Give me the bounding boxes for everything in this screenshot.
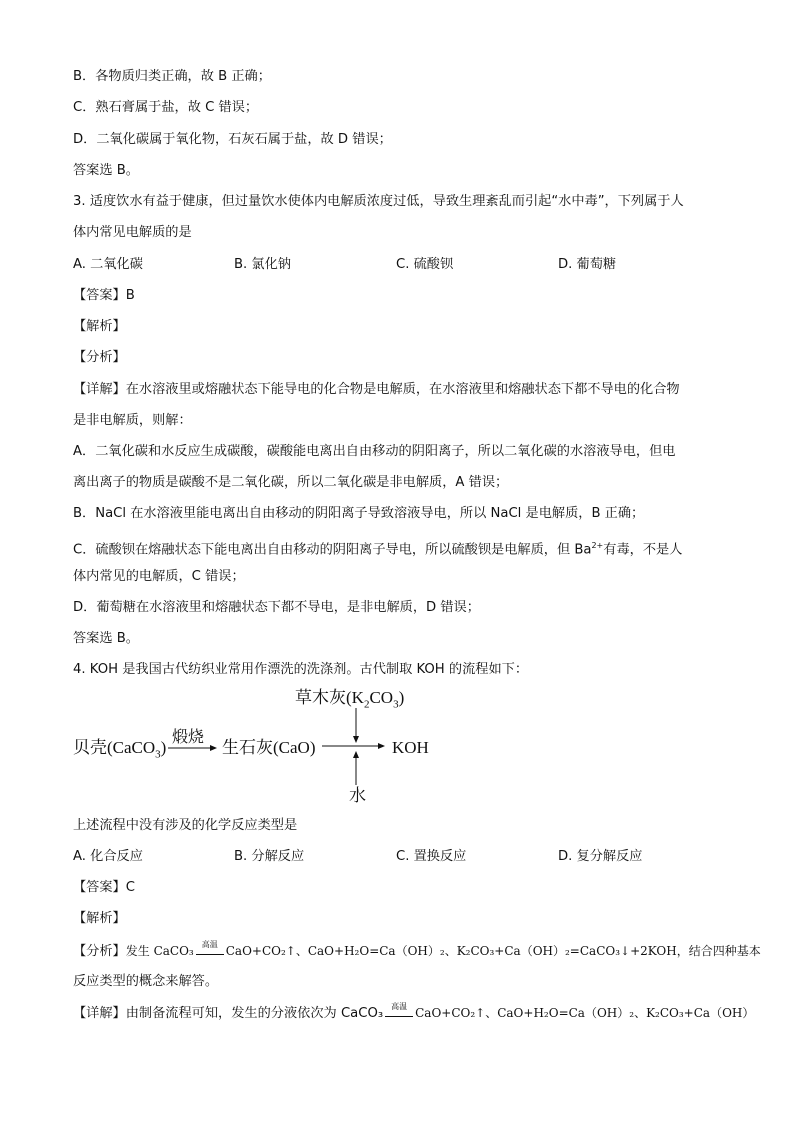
q4-answer: 【答案】C bbox=[73, 880, 135, 895]
koh-label: KOH bbox=[392, 738, 429, 757]
q4-option-d: D. 复分解反应 bbox=[558, 849, 643, 864]
q3-detail: 是非电解质，则解： bbox=[73, 413, 192, 428]
quicklime-label: 生石灰(CaO) bbox=[222, 738, 316, 757]
calcine-label: 煅烧 bbox=[172, 729, 205, 746]
question-3-stem: 3. 适度饮水有益于健康，但过量饮水使体内电解质浓度过低，导致生理紊乱而引起“水中毒”，下列属于人 bbox=[73, 194, 684, 209]
q3-option-a: A. 二氧化碳 bbox=[73, 257, 143, 272]
q3-analysis-label: 【分析】 bbox=[73, 350, 126, 365]
q4-detail: 【详解】由制备流程可知，发生的分液依次为 CaCO₃ 高温 CaO+CO₂↑、CaO+H₂O=Ca（OH）₂、K₂CO₃+Ca（OH） bbox=[73, 1002, 755, 1021]
q3-option-b: B. 氯化钠 bbox=[234, 257, 291, 272]
plant-ash-label: 草木灰$(K_2CO_3)$ bbox=[295, 688, 405, 711]
q3-option-d: D. 葡萄糖 bbox=[558, 257, 617, 272]
question-4-prompt: 上述流程中没有涉及的化学反应类型是 bbox=[73, 818, 298, 833]
q4-option-c: C. 置换反应 bbox=[396, 849, 467, 864]
q3-detail: A．二氧化碳和水反应生成碳酸，碳酸能电离出自由移动的阴阳离子，所以二氧化碳的水溶液导电，但电 bbox=[73, 444, 676, 459]
text-line: D．二氧化碳属于氧化物，石灰石属于盐，故 D 错误； bbox=[73, 132, 392, 147]
q4-analysis: 【分析】发生 CaCO₃ 高温 CaO+CO₂↑、CaO+H₂O=Ca（OH）₂、K₂CO₃+Ca（OH）₂=CaCO₃↓+2KOH，结合四种基本 bbox=[73, 940, 761, 959]
arrowhead bbox=[378, 743, 385, 749]
question-4-stem: 4. KOH 是我国古代纺织业常用作漂洗的洗涤剂。古代制取 KOH 的流程如下： bbox=[73, 662, 529, 677]
q3-detail: 【详解】在水溶液里或熔融状态下能导电的化合物是电解质，在水溶液里和熔融状态下都不导电的化合物 bbox=[73, 382, 680, 397]
q3-conclusion: 答案选 B。 bbox=[73, 631, 139, 646]
q3-detail: 体内常见的电解质，C 错误； bbox=[73, 569, 245, 584]
text-line: 答案选 B。 bbox=[73, 163, 139, 178]
q3-option-c: C. 硫酸钡 bbox=[396, 257, 454, 272]
q4-analysis-heading: 【解析】 bbox=[73, 911, 126, 926]
arrowhead bbox=[353, 751, 359, 758]
shell-label: 贝壳(CaCO$_3$) bbox=[73, 738, 167, 761]
q4-analysis-cont: 反应类型的概念来解答。 bbox=[73, 974, 219, 989]
arrowhead bbox=[210, 745, 217, 751]
q3-detail: C．硫酸钡在熔融状态下能电离出自由移动的阴阳离子导电，所以硫酸钡是电解质，但 $Ba^{2+}$有毒，不是人 bbox=[73, 541, 683, 558]
question-3-stem-cont: 体内常见电解质的是 bbox=[73, 225, 192, 240]
q4-option-a: A. 化合反应 bbox=[73, 849, 143, 864]
water-label: 水 bbox=[349, 786, 366, 805]
q3-detail: D．葡萄糖在水溶液里和熔融状态下都不导电，是非电解质，D 错误； bbox=[73, 600, 480, 615]
q3-analysis-heading: 【解析】 bbox=[73, 319, 126, 334]
high-temp-condition: 高温 bbox=[196, 942, 224, 955]
q4-option-b: B. 分解反应 bbox=[234, 849, 305, 864]
q3-answer: 【答案】B bbox=[73, 288, 135, 303]
text-line: B．各物质归类正确，故 B 正确； bbox=[73, 69, 271, 84]
text-line: C．熟石膏属于盐，故 C 错误； bbox=[73, 100, 259, 115]
arrowhead bbox=[353, 736, 359, 743]
q3-detail: 离出离子的物质是碳酸不是二氧化碳，所以二氧化碳是非电解质，A 错误； bbox=[73, 475, 509, 490]
high-temp-condition: 高温 bbox=[385, 1004, 413, 1017]
q3-detail: B．NaCl 在水溶液里能电离出自由移动的阴阳离子导致溶液导电，所以 NaCl 是电解质，B 正确； bbox=[73, 506, 645, 521]
